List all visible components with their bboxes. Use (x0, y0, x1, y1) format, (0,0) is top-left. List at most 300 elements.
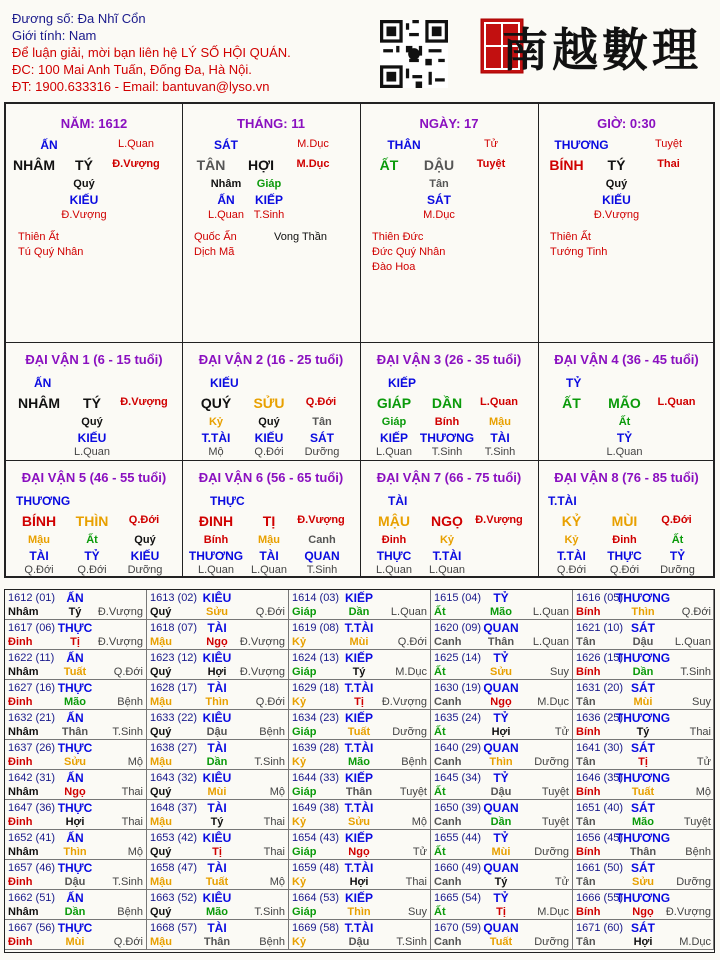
year-branch: Thìn (631, 606, 655, 618)
dai-van-hidden-stem: Ất (86, 534, 98, 546)
year-cell (573, 620, 714, 650)
year-stage: Đ.Vượng (665, 906, 711, 918)
year-branch: Thân (629, 846, 657, 858)
year-stem: Bính (576, 786, 601, 798)
year-stage: Suy (692, 696, 711, 708)
year-cell (147, 710, 289, 740)
year-branch: Mão (490, 606, 512, 618)
dai-van-branch: DẦN (431, 395, 463, 411)
year-branch: Thìn (347, 906, 371, 918)
year-branch: Mão (632, 816, 654, 828)
pillar-star: Tú Quý Nhân (18, 246, 84, 258)
year-god: QUAN (483, 621, 519, 635)
dai-van-hidden-stage: L.Quan (375, 446, 413, 458)
year-stem: Ất (434, 906, 446, 918)
year-stage: Bệnh (259, 726, 285, 738)
year-stem: Giáp (292, 906, 317, 918)
year-stage: Q.Đới (113, 666, 143, 678)
pillar-hidden-stage: T.Sinh (253, 209, 285, 221)
pillar-branch-god: Tuyệt (654, 138, 683, 150)
year-stage: L.Quan (674, 636, 711, 648)
year-cell (5, 920, 147, 950)
dai-van-title: ĐẠI VẬN 7 (66 - 75 tuổi) (376, 470, 522, 485)
dai-van-hidden-stage: L.Quan (197, 564, 235, 576)
year-cell (5, 650, 147, 680)
year-cell (289, 770, 431, 800)
year-cell (431, 800, 573, 830)
year-branch: Dậu (64, 876, 86, 888)
pillar-star: Quốc Ấn (194, 231, 237, 243)
pillar-stem: NHÂM (13, 157, 55, 173)
year-branch: Dậu (490, 786, 512, 798)
year-label: 1661 (50) (576, 862, 624, 874)
main-chart (4, 102, 715, 578)
year-god: THỰC (57, 621, 93, 635)
year-stage: Đ.Vượng (97, 636, 143, 648)
year-cell (289, 920, 431, 950)
year-stage: Mộ (269, 876, 285, 888)
year-cell (5, 890, 147, 920)
year-label: 1636 (25) (576, 712, 624, 724)
year-label: 1645 (34) (434, 772, 482, 784)
year-cell (573, 890, 714, 920)
year-god: KIÊU (202, 591, 232, 605)
year-label: 1649 (38) (292, 802, 340, 814)
year-cell (147, 920, 289, 950)
dai-van-hidden-god: THƯƠNG (419, 431, 475, 445)
year-branch: Thân (61, 726, 89, 738)
year-label: 1628 (17) (150, 682, 198, 694)
year-branch: Ngọ (348, 846, 370, 858)
year-label: 1615 (04) (434, 592, 482, 604)
year-god: TỶ (493, 591, 509, 605)
dai-van-god: TÀI (388, 494, 408, 508)
year-branch: Hợi (349, 876, 369, 888)
year-branch: Thân (487, 636, 515, 648)
year-cell (431, 590, 573, 620)
dai-van-hidden-stem: Mậu (489, 416, 511, 428)
year-god: QUAN (483, 681, 519, 695)
year-branch: Tý (494, 876, 508, 888)
year-stage: M.Dục (537, 696, 569, 708)
year-stem: Đinh (8, 756, 33, 768)
brand-text: 南越數理 (502, 23, 702, 77)
pillar-title: NĂM: 1612 (60, 116, 128, 131)
year-stage: Đ.Vượng (239, 636, 285, 648)
year-label: 1613 (02) (150, 592, 198, 604)
year-stem: Canh (434, 756, 462, 768)
year-branch: Mùi (207, 786, 227, 798)
year-branch: Mùi (65, 936, 85, 948)
pillar-hidden-stage: L.Quan (207, 209, 245, 221)
year-label: 1666 (55) (576, 892, 624, 904)
year-god: KIÊU (202, 891, 232, 905)
year-stage: Mộ (127, 756, 143, 768)
dai-van-hidden-god: TỶ (669, 549, 686, 563)
dai-van-hidden-stem: Tân (312, 416, 332, 428)
year-branch: Hợi (633, 936, 653, 948)
year-branch: Dần (632, 666, 654, 678)
year-label: 1637 (26) (8, 742, 56, 754)
year-branch: Sửu (63, 756, 87, 768)
year-branch: Tị (638, 756, 648, 768)
year-stem: Bính (576, 906, 601, 918)
year-cell (5, 590, 147, 620)
year-god: THƯƠNG (615, 891, 671, 905)
year-cell (573, 770, 714, 800)
year-stem: Kỷ (292, 876, 307, 888)
dai-van-hidden-god: TÀI (259, 549, 279, 563)
year-god: SÁT (631, 621, 655, 635)
dai-van-hidden-stage: Q.Đới (24, 564, 54, 576)
year-stem: Giáp (292, 666, 317, 678)
year-stage: Q.Đới (255, 696, 285, 708)
dai-van-hidden-stem: Ất (671, 534, 684, 546)
year-stage: Tử (554, 876, 569, 888)
dai-van-stage: Đ.Vượng (297, 514, 345, 526)
year-stem: Giáp (292, 786, 317, 798)
year-stage: Thai (121, 786, 143, 798)
year-cell (147, 890, 289, 920)
year-branch: Sửu (205, 606, 229, 618)
dai-van-hidden-god: QUAN (304, 549, 340, 563)
dai-van-god: ẤN (34, 376, 52, 390)
year-branch: Dậu (348, 936, 370, 948)
year-stem: Bính (576, 666, 601, 678)
year-stage: Đ.Vượng (239, 666, 285, 678)
year-label: 1618 (07) (150, 622, 198, 634)
dai-van-hidden-stage: Dưỡng (660, 564, 695, 576)
pillar-hidden-stage: Đ.Vượng (593, 209, 640, 221)
year-label: 1624 (13) (292, 652, 340, 664)
year-stage: Dưỡng (534, 936, 569, 948)
pillar-extra: Vong Thần (274, 231, 328, 243)
dai-van-hidden-god: SÁT (310, 431, 334, 445)
dai-van-hidden-stem: Đinh (612, 534, 637, 546)
client-name: Đương số: Đa Nhĩ Cổn (12, 11, 146, 26)
year-cell (289, 800, 431, 830)
year-stage: T.Sinh (112, 876, 143, 888)
year-stem: Canh (434, 876, 462, 888)
year-stem: Mậu (150, 756, 172, 768)
year-god: KIÊU (202, 831, 232, 845)
pillar-star: Thiên Ất (18, 231, 59, 243)
year-cell (289, 590, 431, 620)
year-stem: Bính (576, 846, 601, 858)
year-label: 1664 (53) (292, 892, 340, 904)
pillar-star: Thiên Đức (372, 231, 424, 243)
dai-van-hidden-stem: Bính (434, 416, 460, 428)
year-cell (431, 770, 573, 800)
year-stage: Tuyệt (541, 786, 569, 798)
year-label: 1651 (40) (576, 802, 624, 814)
year-label: 1635 (24) (434, 712, 482, 724)
dai-van-hidden-god: KIẾU (77, 431, 107, 445)
year-cell (147, 680, 289, 710)
year-cell (289, 620, 431, 650)
year-stage: Dưỡng (534, 846, 569, 858)
year-label: 1640 (29) (434, 742, 482, 754)
year-branch: Mùi (491, 846, 511, 858)
year-stem: Quý (150, 606, 172, 618)
dai-van-stem: ẤT (562, 395, 581, 411)
year-stage: Q.Đới (255, 606, 285, 618)
year-cell (147, 650, 289, 680)
year-branch: Mùi (349, 636, 369, 648)
year-label: 1622 (11) (8, 652, 55, 664)
year-stage: T.Sinh (254, 756, 285, 768)
pillar-branch-god: M.Dục (297, 138, 329, 150)
year-label: 1646 (35) (576, 772, 624, 784)
year-stage: Thai (263, 816, 285, 828)
year-cell (289, 650, 431, 680)
dai-van-stem: QUÝ (200, 395, 232, 411)
dai-van-hidden-god: KIẾP (379, 431, 409, 445)
dai-van-stem: BÍNH (21, 513, 57, 529)
year-cell (147, 590, 289, 620)
year-stem: Giáp (292, 606, 317, 618)
year-label: 1647 (36) (8, 802, 56, 814)
year-branch: Sửu (489, 666, 513, 678)
dai-van-stage: Đ.Vượng (475, 514, 523, 526)
year-cell (431, 680, 573, 710)
year-label: 1655 (44) (434, 832, 482, 844)
year-god: T.TÀI (344, 861, 374, 875)
dai-van-hidden-stage: L.Quan (250, 564, 288, 576)
year-god: THỰC (57, 861, 93, 875)
year-label: 1617 (06) (8, 622, 56, 634)
year-label: 1659 (48) (292, 862, 340, 874)
year-god: QUAN (483, 921, 519, 935)
dai-van-hidden-stage: L.Quan (375, 564, 413, 576)
year-god: KIẾP (344, 651, 374, 665)
year-label: 1612 (01) (8, 592, 56, 604)
year-stage: Q.Đới (397, 636, 427, 648)
year-stage: Q.Đới (681, 606, 711, 618)
year-god: T.TÀI (344, 921, 374, 935)
year-god: QUAN (483, 741, 519, 755)
year-stage: Đ.Vượng (97, 606, 143, 618)
year-stage: Thai (689, 726, 711, 738)
year-god: QUAN (483, 861, 519, 875)
year-stage: T.Sinh (112, 726, 143, 738)
year-stage: Tử (412, 846, 427, 858)
dai-van-hidden-stem: Mậu (28, 534, 50, 546)
year-stem: Mậu (150, 816, 172, 828)
qr-code (380, 20, 448, 88)
pillar-branch-god: Tử (483, 138, 499, 150)
year-stem: Tân (576, 816, 596, 828)
year-cell (147, 800, 289, 830)
dai-van-god: THƯƠNG (16, 494, 71, 508)
pillar-stage: M.Dục (296, 158, 330, 170)
year-stem: Nhâm (8, 726, 39, 738)
dai-van-hidden-god: T.TÀI (432, 549, 462, 563)
year-stem: Kỷ (292, 696, 307, 708)
year-cell (289, 680, 431, 710)
year-branch: Mùi (633, 696, 653, 708)
year-cell (5, 860, 147, 890)
year-god: SÁT (631, 681, 655, 695)
year-god: KIÊU (202, 771, 232, 785)
year-label: 1648 (37) (150, 802, 198, 814)
year-stage: Bệnh (259, 936, 285, 948)
dai-van-hidden-stage: Q.Đới (556, 564, 587, 576)
pillar-hidden-god: SÁT (427, 193, 451, 207)
year-stage: Bệnh (117, 906, 143, 918)
pillar-branch: TÝ (75, 157, 93, 173)
dai-van-stem: NHÂM (18, 395, 60, 411)
year-cell (573, 740, 714, 770)
year-label: 1623 (12) (150, 652, 198, 664)
year-god: THƯƠNG (615, 651, 671, 665)
year-stage: Dưỡng (392, 726, 427, 738)
year-stem: Canh (434, 636, 462, 648)
year-stage: Mộ (269, 786, 285, 798)
year-cell (5, 800, 147, 830)
year-branch: Tuất (63, 666, 87, 678)
year-label: 1653 (42) (150, 832, 198, 844)
year-god: TÀI (207, 621, 227, 635)
year-label: 1629 (18) (292, 682, 340, 694)
year-stage: M.Dục (395, 666, 427, 678)
year-stage: L.Quan (390, 606, 427, 618)
year-cell (5, 680, 147, 710)
dai-van-branch: TỊ (262, 513, 276, 529)
pillar-hidden-stem: Tân (429, 178, 449, 190)
year-stem: Mậu (150, 876, 172, 888)
year-god: SÁT (631, 741, 655, 755)
year-label: 1627 (16) (8, 682, 56, 694)
year-stage: Tử (696, 756, 711, 768)
year-label: 1626 (15) (576, 652, 624, 664)
year-branch: Ngọ (64, 786, 86, 798)
year-branch: Thân (203, 936, 231, 948)
year-stage: Thai (405, 876, 427, 888)
dai-van-hidden-stem: Quý (81, 416, 103, 428)
year-cell (573, 920, 714, 950)
year-stage: Mộ (695, 786, 711, 798)
dai-van-hidden-god: TÀI (29, 549, 49, 563)
dai-van-stage: L.Quan (480, 396, 518, 408)
year-god: TÀI (207, 801, 227, 815)
dai-van-hidden-stem: Đinh (381, 534, 407, 546)
pillar-title: GIỜ: 0:30 (597, 116, 656, 131)
dai-van-branch: SỬU (253, 395, 285, 411)
year-label: 1619 (08) (292, 622, 340, 634)
year-cell (289, 860, 431, 890)
dai-van-hidden-stem: Bính (203, 534, 229, 546)
year-god: TÀI (207, 681, 227, 695)
year-god: TỶ (493, 651, 509, 665)
year-stage: Dưỡng (676, 876, 711, 888)
year-god: THỰC (57, 921, 93, 935)
year-label: 1642 (31) (8, 772, 56, 784)
year-god: ẤN (66, 771, 84, 785)
year-stage: L.Quan (532, 636, 569, 648)
dai-van-branch: TÝ (83, 395, 101, 411)
dai-van-stage: Q.Đới (128, 514, 160, 526)
dai-van-god: KIẾU (210, 376, 239, 390)
year-god: THƯƠNG (615, 771, 671, 785)
dai-van-hidden-stage: L.Quan (606, 446, 643, 458)
year-label: 1654 (43) (292, 832, 340, 844)
year-cell (431, 860, 573, 890)
pillar-stem: BÍNH (549, 157, 584, 173)
year-stage: Bệnh (117, 696, 143, 708)
year-stem: Canh (434, 936, 462, 948)
dai-van-hidden-stage: T.Sinh (306, 564, 338, 576)
year-branch: Thân (345, 786, 373, 798)
pillar-title: NGÀY: 17 (419, 116, 479, 131)
year-label: 1667 (56) (8, 922, 56, 934)
year-branch: Hợi (65, 816, 85, 828)
year-branch: Mão (64, 696, 86, 708)
pillar-title: THÁNG: 11 (237, 116, 305, 131)
year-god: TÀI (207, 921, 227, 935)
year-stage: Bệnh (685, 846, 711, 858)
year-cell (5, 740, 147, 770)
year-branch: Thìn (63, 846, 87, 858)
pillar-star: Dịch Mã (194, 246, 235, 258)
year-cell (431, 710, 573, 740)
dai-van-hidden-stem: Mậu (258, 534, 280, 546)
year-cell (573, 590, 714, 620)
dai-van-title: ĐẠI VẬN 4 (36 - 45 tuổi) (554, 352, 699, 367)
pillar-star: Tướng Tinh (550, 246, 608, 258)
year-god: TỶ (493, 891, 509, 905)
year-stage: Tử (554, 726, 569, 738)
year-god: T.TÀI (344, 681, 374, 695)
year-stage: Mộ (411, 816, 427, 828)
year-stem: Nhâm (8, 666, 39, 678)
dai-van-hidden-stage: Dưỡng (127, 564, 163, 576)
year-branch: Hợi (491, 726, 511, 738)
year-god: KIÊU (202, 651, 232, 665)
dai-van-stem: KỶ (561, 513, 582, 529)
dai-van-hidden-stem: Kỷ (208, 416, 224, 428)
year-cell (147, 770, 289, 800)
dai-van-hidden-stem: Giáp (381, 416, 407, 428)
year-god: TỶ (493, 711, 509, 725)
year-cell (5, 830, 147, 860)
phone-email-line: ĐT: 1900.633316 - Email: bantuvan@lyso.vn (12, 79, 270, 94)
year-stem: Mậu (150, 696, 172, 708)
year-god: KIẾP (344, 891, 374, 905)
dai-van-title: ĐẠI VẬN 2 (16 - 25 tuổi) (198, 352, 344, 367)
year-god: KIẾP (344, 831, 374, 845)
year-god: ẤN (66, 831, 84, 845)
pillar-hidden-stem: Quý (605, 178, 628, 190)
year-stage: T.Sinh (680, 666, 711, 678)
dai-van-hidden-stage: T.Sinh (484, 446, 516, 458)
year-god: KIẾP (344, 771, 374, 785)
year-god: THƯƠNG (615, 591, 671, 605)
year-label: 1634 (23) (292, 712, 340, 724)
year-branch: Tị (212, 846, 222, 858)
year-label: 1625 (14) (434, 652, 482, 664)
year-god: TÀI (207, 861, 227, 875)
year-stage: Mộ (127, 846, 143, 858)
year-cell (431, 650, 573, 680)
year-god: ẤN (66, 651, 84, 665)
year-label: 1643 (32) (150, 772, 198, 784)
year-branch: Dậu (206, 726, 228, 738)
pillar-stem: TÂN (196, 157, 226, 173)
year-stem: Kỷ (292, 816, 307, 828)
year-stage: Tuyệt (399, 786, 427, 798)
year-label: 1662 (51) (8, 892, 56, 904)
